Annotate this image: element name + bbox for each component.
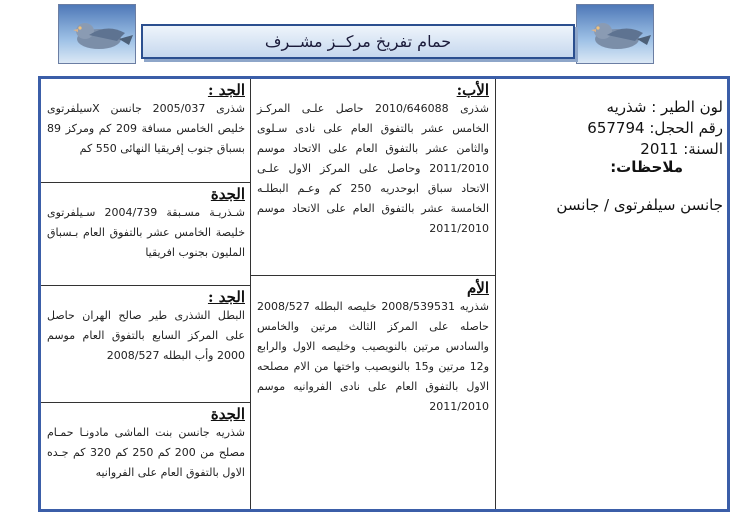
maternal-grandmother-heading: الجدة	[210, 405, 245, 423]
row-divider-grand-1	[41, 182, 250, 183]
pigeon-photo-left	[58, 4, 136, 64]
mother-text: شذريه 2008/539531 خليصه البطله 2008/527 حاصله على المركز الثالث مرتين والخامس والسادس مرتين بالنويصيب وخليصه الاول والرابع و12 مرتين و15 بالنويصيب واختها من الام مصلحه الاول بالتفوق العام على نادى الفروانيه موسم 2011/2010	[257, 300, 489, 413]
bird-notes-label: ملاحظات:	[610, 158, 683, 176]
row-divider-grand-3	[41, 402, 250, 403]
column-divider-grandparents	[250, 79, 251, 509]
paternal-grandmother-text: شـذريـة مسـبقة 2004/739 سـيلفرتوى خليصة الخامس عشر بالتفوق العام بـسباق المليون بجنوب افريقيا	[47, 206, 245, 259]
bird-info	[503, 97, 723, 287]
page-title	[141, 24, 575, 59]
maternal-grandfather-heading: الجد :	[207, 288, 245, 306]
pigeon-photo-right	[576, 4, 654, 64]
bird-ring: رقم الحجل: 657794	[587, 119, 723, 137]
bird-strain: جانسن سيلفرتوى / جانسن	[556, 196, 723, 214]
maternal-grandmother-text: شذريه جانسن بنت الماشى مادونـا حمـام مصلح من 200 كم 250 كم 320 كم جـده الاول بالتفوق العام على الفروانيه	[47, 426, 245, 479]
father-cell	[257, 81, 489, 273]
pigeon-icon	[577, 5, 653, 63]
mother-cell	[257, 279, 489, 507]
father-text: شذرى 2010/646088 حاصل علـى المركـز الخامس عشر بالتفوق العام على نادى سـلوى والثامن عشر بالتفوق العام على الاتحاد موسم 2011/2010 وحاصل على المركز الاول علـى الاتحاد سباق ابوحدريه 250 كم وعـم البطلـه الخامسة عشر بالتفوق العام على الاتحاد موسم 2011/2010	[257, 102, 489, 235]
paternal-grandfather-heading: الجد :	[207, 81, 245, 99]
mother-heading: الأم	[466, 279, 489, 297]
paternal-grandfather-cell	[47, 81, 245, 181]
maternal-grandfather-cell	[47, 288, 245, 400]
pedigree-frame	[38, 76, 730, 512]
column-divider-parents	[495, 79, 496, 509]
bird-year: السنة: 2011	[640, 140, 723, 158]
row-divider-grand-2	[41, 285, 250, 286]
page-title-text: حمام تفريخ مركــز مشــرف	[264, 32, 452, 51]
paternal-grandfather-text: شذرى 2005/037 جانسن Xسيلفرتوى خليص الخامس مسافة 209 كم ومركز 89 بسباق جنوب إفريقيا النهائى 550 كم	[47, 102, 245, 155]
father-heading: الأب:	[456, 81, 489, 99]
row-divider-parents	[251, 275, 495, 276]
maternal-grandmother-cell	[47, 405, 245, 507]
paternal-grandmother-cell	[47, 185, 245, 283]
bird-color: لون الطير : شذريه	[606, 98, 723, 116]
paternal-grandmother-heading: الجدة	[210, 185, 245, 203]
pigeon-icon	[59, 5, 135, 63]
maternal-grandfather-text: البطل الشذرى طير صالح الهران حاصل على المركز السابع بالتفوق العام موسم 2000 وأب البطله 2008/527	[47, 309, 245, 362]
